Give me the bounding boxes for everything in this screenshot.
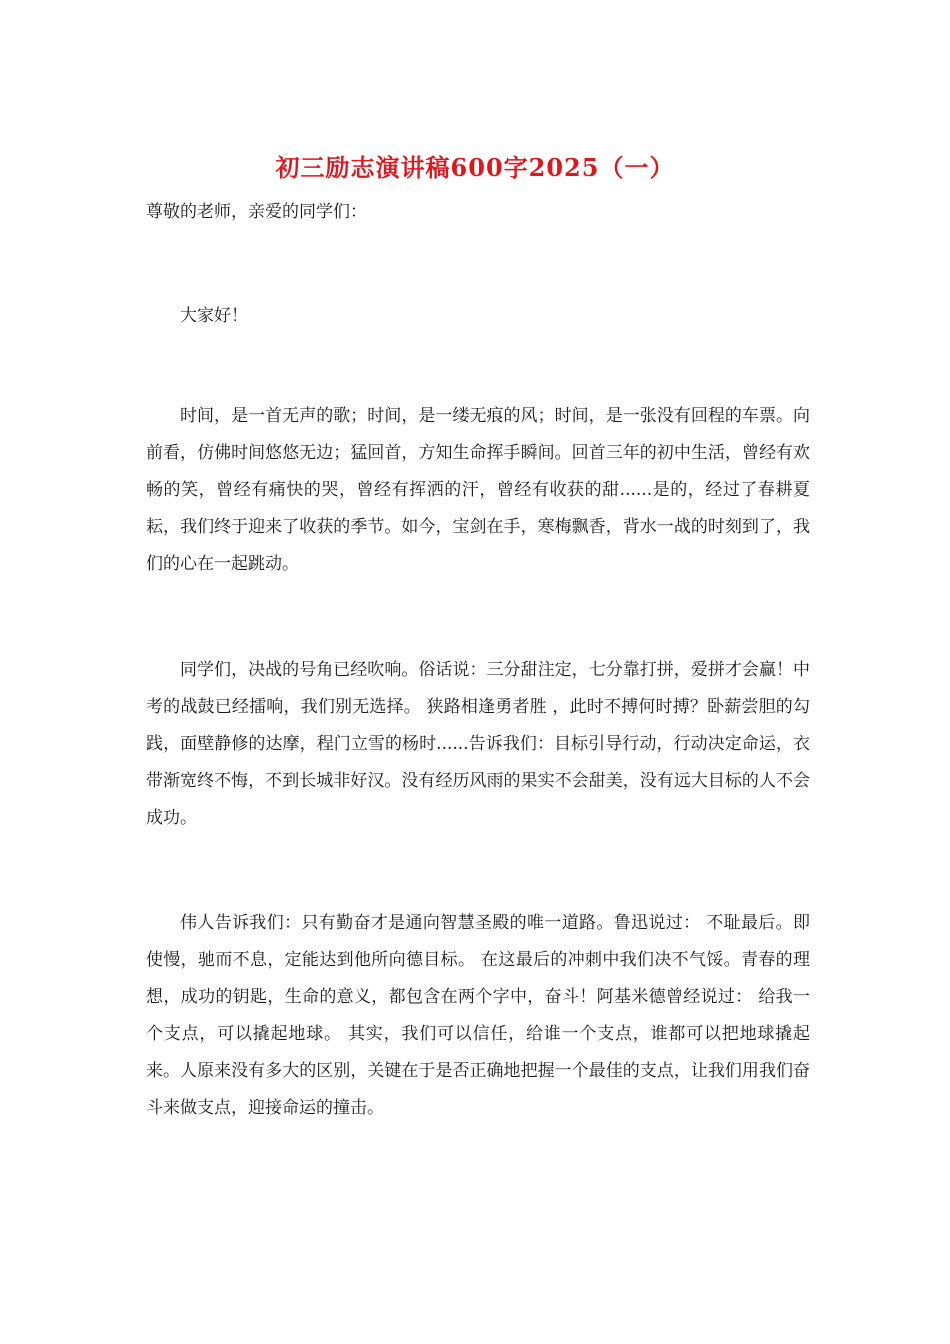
greeting-line: 尊敬的老师，亲爱的同学们：: [146, 202, 367, 222]
document-title: 初三励志演讲稿600字2025（一）: [275, 153, 675, 182]
paragraph-opening: 大家好！: [180, 306, 248, 326]
paragraph-diligence: 伟人告诉我们：只有勤奋才是通向智慧圣殿的唯一道路。鲁迅说过： 不耻最后。即使慢，驰而不息，定能达到他所向德目标。 在这最后的冲刺中我们决不气馁。青春的理想，成功的钥匙，生命的意义，都包含在两个字中，奋斗！阿基米德曾经说过： 给我一个支点，可以撬起地球。 其实，我们可以信任，给谁一个支点，谁都可以把地球撬起来。人原来没有多大的区别，关键在于是否正确地把握一个最佳的支点，让我们用我们奋斗来做支点，迎接命运的撞击。: [146, 913, 810, 1118]
paragraph-battle: 同学们，决战的号角已经吹响。俗话说：三分甜注定，七分靠打拼，爱拼才会赢！中考的战鼓已经擂响，我们别无选择。 狭路相逢勇者胜 ，此时不搏何时搏？卧薪尝胆的勾践，面壁静修的达摩，程门立雪的杨时......告诉我们：目标引导行动，行动决定命运，衣带渐宽终不悔，不到长城非好汉。没有经历风雨的果实不会甜美，没有远大目标的人不会成功。: [146, 660, 810, 828]
paragraph-time: 时间，是一首无声的歌；时间，是一缕无痕的风；时间，是一张没有回程的车票。向前看，仿佛时间悠悠无边；猛回首，方知生命挥手瞬间。回首三年的初中生活，曾经有欢畅的笑，曾经有痛快的哭，曾经有挥洒的汗，曾经有收获的甜......是的，经过了春耕夏耘，我们终于迎来了收获的季节。如今，宝剑在手，寒梅飘香，背水一战的时刻到了，我们的心在一起跳动。: [146, 406, 810, 574]
